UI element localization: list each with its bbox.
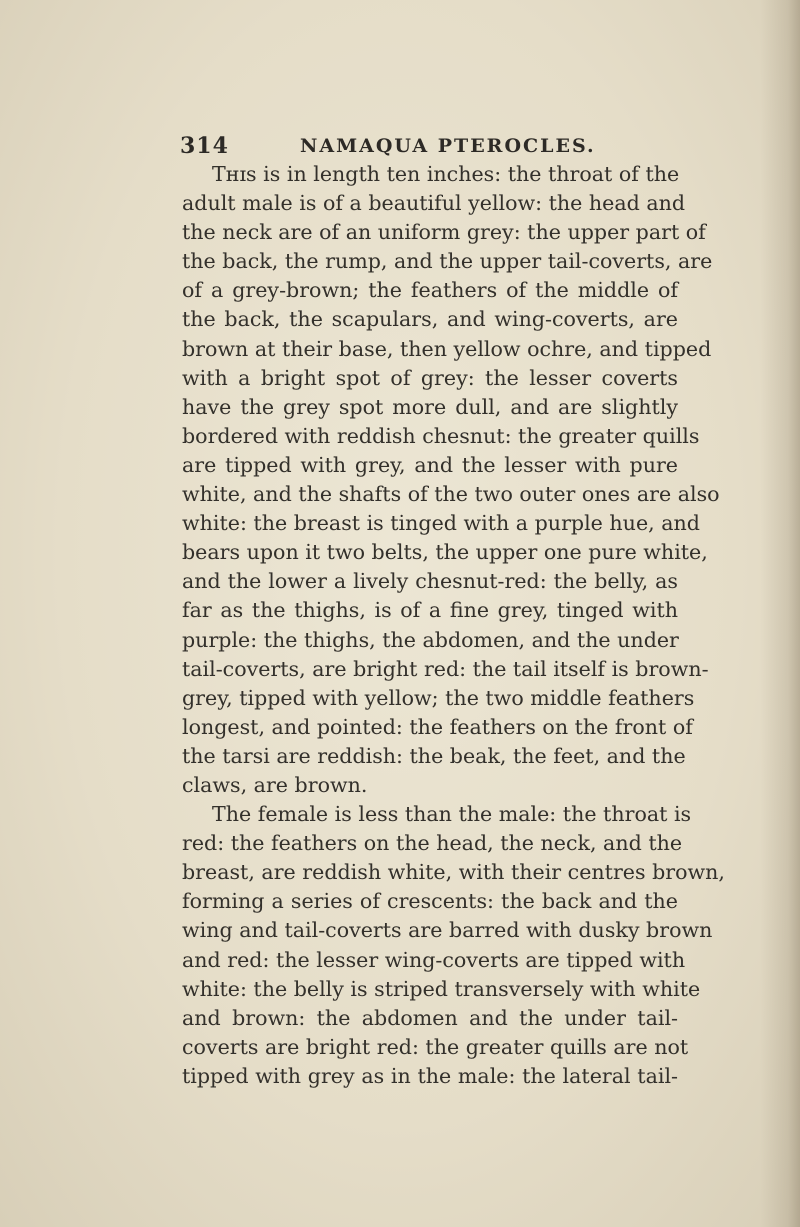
text-line: and red: the lesser wing-coverts are tipped with [182, 947, 686, 972]
text-line: grey, tipped with yellow; the two middle feathers [182, 685, 695, 710]
text-line: the neck are of an uniform grey: the upper part of [182, 220, 706, 245]
paragraph [182, 160, 720, 800]
text-line: breast, are reddish white, with their centres brown, [182, 860, 725, 885]
text-line: with a bright spot of grey: the lesser coverts [182, 365, 678, 390]
text-line: claws, are brown. [182, 772, 368, 797]
text-line: purple: the thighs, the abdomen, and the under [182, 627, 679, 652]
page-edge-shadow [760, 0, 800, 1227]
text-line: tail-coverts, are bright red: the tail itself is brown- [182, 656, 709, 681]
text-line: tipped with grey as in the male: the lateral tail- [182, 1063, 678, 1088]
paragraph [182, 800, 725, 1091]
page-number: 314 [180, 133, 229, 159]
text-line: far as the thighs, is of a fine grey, tinged with [182, 598, 678, 623]
text-line: the back, the rump, and the upper tail-coverts, are [182, 249, 713, 274]
text-line: red: the feathers on the head, the neck, and the [182, 831, 683, 856]
text-line: The female is less than the male: the throat is [212, 802, 692, 827]
text-line: white, and the shafts of the two outer ones are also [182, 482, 720, 507]
text-line: wing and tail-coverts are barred with dusky brown [182, 918, 713, 943]
text-line: the back, the scapulars, and wing-coverts, are [182, 307, 678, 332]
text-line: longest, and pointed: the feathers on the front of [182, 714, 693, 739]
text-line: adult male is of a beautiful yellow: the head and [182, 191, 686, 216]
text-line: Tʜɪs is in length ten inches: the throat of the [212, 162, 680, 186]
text-line: and the lower a lively chesnut-red: the belly, as [182, 569, 678, 594]
body-text [182, 160, 725, 1091]
text-line: the tarsi are reddish: the beak, the feet, and the [182, 743, 686, 768]
text-line: have the grey spot more dull, and are slightly [182, 394, 678, 419]
text-line: forming a series of crescents: the back and the [182, 889, 678, 914]
text-line: coverts are bright red: the greater quills are not [182, 1034, 689, 1059]
text-line: white: the breast is tinged with a purple hue, and [182, 511, 700, 536]
page-header [180, 133, 680, 163]
text-line: are tipped with grey, and the lesser with pure [182, 452, 678, 477]
text-line: bears upon it two belts, the upper one pure white, [182, 540, 708, 565]
running-head: NAMAQUA PTEROCLES. [300, 135, 596, 157]
text-line: of a grey-brown; the feathers of the middle of [182, 278, 678, 303]
text-line: brown at their base, then yellow ochre, and tipped [182, 336, 712, 361]
text-line: white: the belly is striped transversely with white [182, 976, 701, 1001]
text-line: and brown: the abdomen and the under tail- [182, 1005, 678, 1030]
text-line: bordered with reddish chesnut: the greater quills [182, 423, 700, 448]
